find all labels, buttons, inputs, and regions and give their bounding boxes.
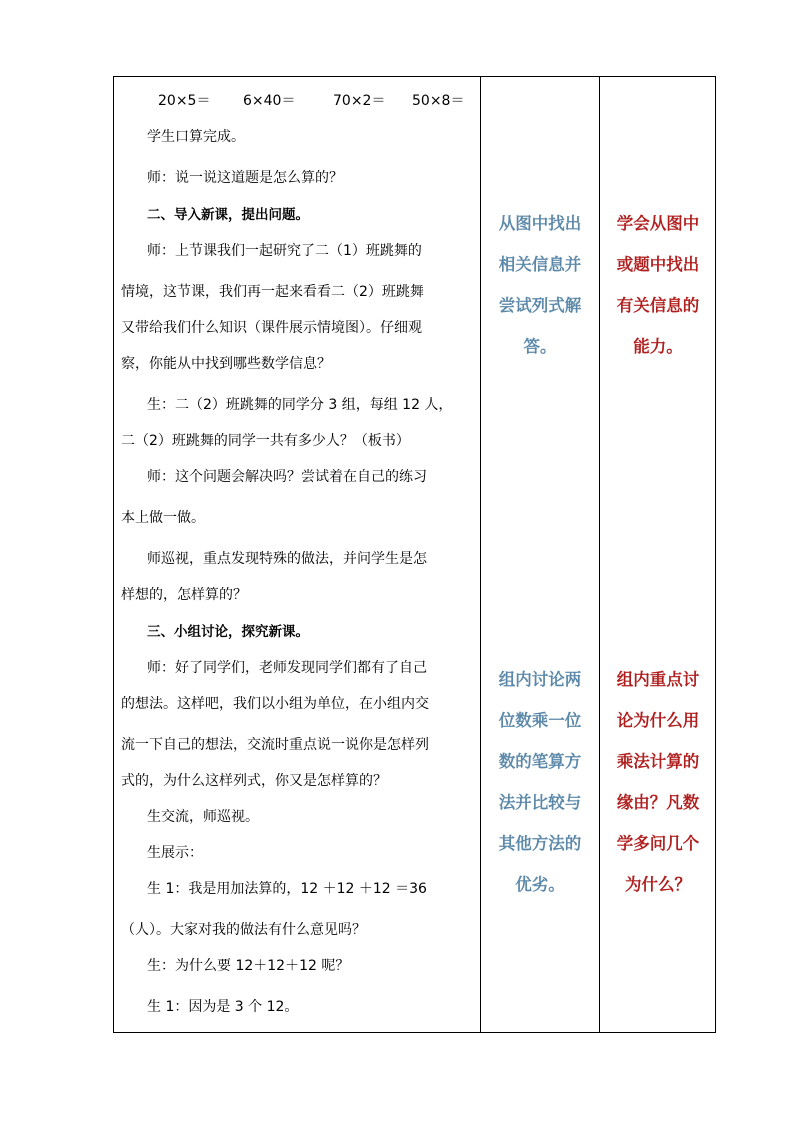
student-text-line: 位数乘一位	[498, 711, 582, 730]
student-text-line: 其他方法的	[498, 834, 582, 853]
text-line: 生展示：	[147, 845, 203, 861]
intent-text-line: 乘法计算的	[616, 752, 700, 771]
section-heading: 二、导入新课，提出问题。	[147, 207, 309, 223]
text-line: 师：这个问题会解决吗？尝试着在自己的练习	[147, 469, 427, 485]
section-heading: 三、小组讨论，探究新课。	[147, 624, 309, 640]
column-divider	[480, 77, 481, 1032]
intent-text-line: 能力。	[633, 337, 683, 356]
intent-text-line: 缘由？凡数	[616, 793, 700, 812]
text-line: 师：好了同学们，老师发现同学们都有了自己	[147, 660, 427, 676]
calc-item: 50×8＝	[412, 93, 465, 109]
student-text-line: 法并比较与	[498, 793, 582, 812]
text-line: 学生口算完成。	[147, 129, 245, 145]
intent-text-line: 组内重点讨	[616, 670, 700, 689]
student-text-line: 优劣。	[515, 875, 565, 894]
calc-item: 6×40＝	[243, 93, 296, 109]
text-line: （人）。大家对我的做法有什么意见吗？	[121, 922, 366, 938]
column-divider	[599, 77, 600, 1032]
intent-text-line: 论为什么用	[616, 711, 700, 730]
text-line: 样想的，怎样算的？	[121, 587, 247, 603]
student-text-line: 组内讨论两	[498, 670, 582, 689]
text-line: 生 1：我是用加法算的，12 ＋12 ＋12 ＝36	[147, 881, 427, 897]
intent-text-line: 为什么？	[625, 875, 691, 894]
text-line: 生：为什么要 12＋12＋12 呢？	[147, 958, 350, 974]
student-text-line: 相关信息并	[498, 255, 582, 274]
text-line: 生交流，师巡视。	[147, 809, 259, 825]
student-text-line: 从图中找出	[498, 214, 582, 233]
text-line: 情境，这节课，我们再一起来看看二（2）班跳舞	[121, 284, 424, 300]
text-line: 本上做一做。	[121, 510, 205, 526]
calc-item: 70×2＝	[333, 93, 386, 109]
student-text-line: 答。	[523, 337, 557, 356]
calc-item: 20×5＝	[158, 93, 211, 109]
text-line: 师：上节课我们一起研究了二（1）班跳舞的	[147, 243, 422, 259]
text-line: 又带给我们什么知识（课件展示情境图）。仔细观	[121, 320, 422, 336]
text-line: 生：二（2）班跳舞的同学分 3 组，每组 12 人，	[147, 397, 453, 413]
text-line: 生 1：因为是 3 个 12。	[147, 999, 299, 1015]
text-line: 二（2）班跳舞的同学一共有多少人？（板书）	[121, 433, 410, 449]
text-line: 式的，为什么这样列式，你又是怎样算的？	[121, 773, 387, 789]
text-line: 察，你能从中找到哪些数学信息？	[121, 356, 331, 372]
intent-text-line: 学会从图中	[616, 214, 700, 233]
text-line: 师巡视，重点发现特殊的做法，并问学生是怎	[147, 551, 427, 567]
intent-text-line: 学多问几个	[616, 834, 700, 853]
intent-text-line: 或题中找出	[616, 255, 700, 274]
text-line: 师：说一说这道题是怎么算的？	[147, 170, 343, 186]
student-text-line: 数的笔算方	[498, 752, 582, 771]
student-text-line: 尝试列式解	[498, 296, 582, 315]
text-line: 的想法。这样吧，我们以小组为单位，在小组内交	[121, 696, 429, 712]
text-line: 流一下自己的想法，交流时重点说一说你是怎样列	[121, 737, 429, 753]
intent-text-line: 有关信息的	[616, 296, 700, 315]
